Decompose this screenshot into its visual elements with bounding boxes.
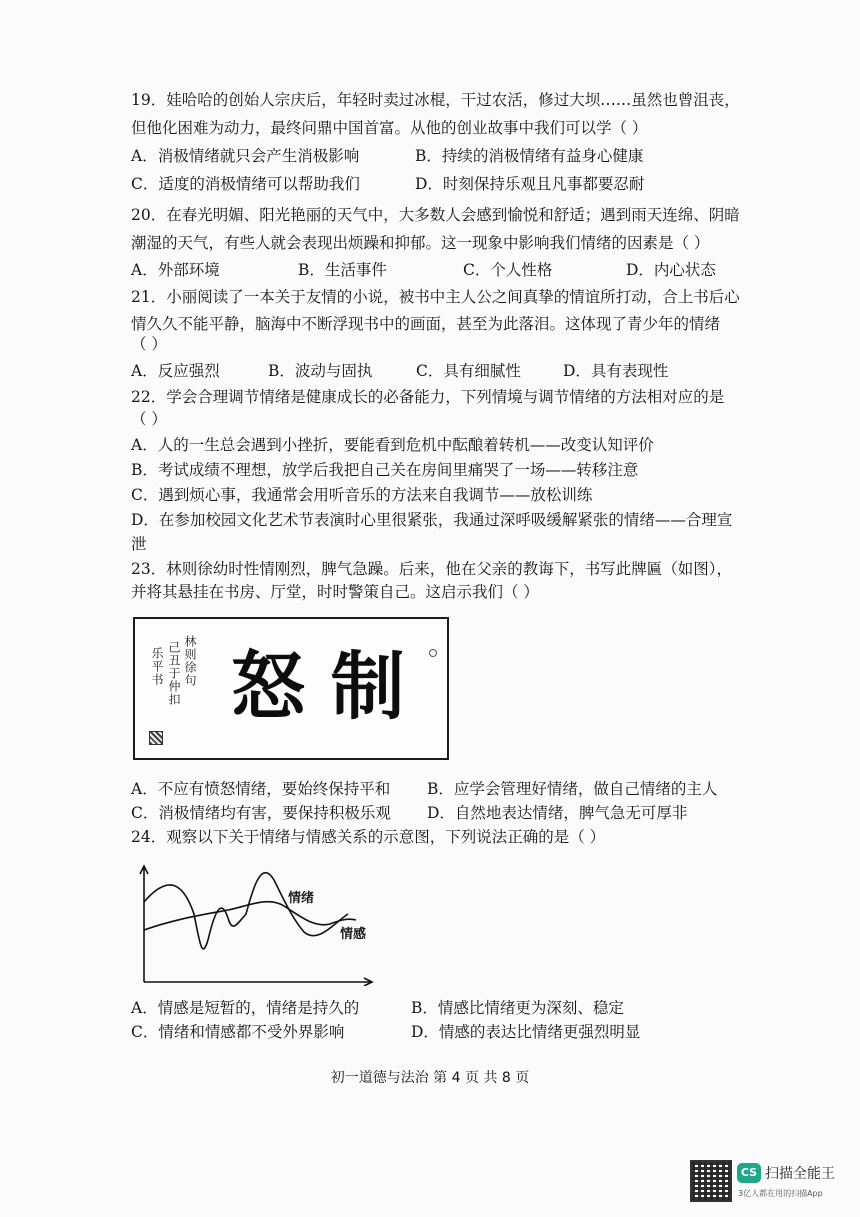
q20-option-d: D．内心状态 [626,261,716,279]
q21-option-c: C．具有细腻性 [416,362,521,380]
q21-stem-line3: （ ） [131,335,167,353]
q19-stem-line1: 19．娃哈哈的创始人宗庆后，年轻时卖过冰棍，干过农活，修过大坝……虽然也曾沮丧， [131,91,740,109]
q22-option-d-line1: D．在参加校园文化艺术节表演时心里很紧张，我通过深呼吸缓解紧张的情绪——合理宣 [131,511,733,529]
calligraphy-plaque-image [133,617,449,760]
q22-option-d-line2: 泄 [131,535,147,553]
scanner-app-name: 扫描全能王 [765,1166,835,1182]
q19-option-c: C．适度的消极情绪可以帮助我们 [131,175,360,193]
emotion-label: 情绪 [288,891,315,906]
plaque-calligraphy-main: 怒 制 [231,644,405,730]
feeling-label: 情感 [340,927,367,942]
q21-option-b: B．波动与固执 [268,362,373,380]
camscanner-logo-icon: CS [737,1163,761,1183]
emotion-curve [144,873,348,949]
q24-option-d: D．情感的表达比情绪更强烈明显 [411,1023,641,1041]
plaque-inscription-col3: 乐平书 [150,647,164,686]
q24-option-c: C．情绪和情感都不受外界影响 [131,1023,345,1041]
q24-stem: 24．观察以下关于情绪与情感关系的示意图，下列说法正确的是（ ） [131,828,606,846]
q21-option-a: A．反应强烈 [131,362,220,380]
q24-option-a: A．情感是短暂的，情绪是持久的 [131,999,360,1017]
q21-stem-line1: 21．小丽阅读了一本关于友情的小说，被书中主人公之间真挚的情谊所打动，合上书后心 [131,288,740,306]
q23-option-c: C．消极情绪均有害，要保持积极乐观 [131,804,391,822]
scanner-tagline: 3亿人都在用的扫描App [738,1189,823,1198]
q21-option-d: D．具有表现性 [563,362,669,380]
q23-stem-line2: 并将其悬挂在书房、厅堂，时时警策自己。这启示我们（ ） [131,583,539,601]
q19-option-d: D．时刻保持乐观且凡事都要忍耐 [415,175,645,193]
q23-option-d: D．自然地表达情绪，脾气急无可厚非 [427,804,688,822]
emotion-feeling-diagram [128,862,378,986]
red-seal-stamp [149,731,163,745]
plaque-corner-seal [429,649,437,657]
feeling-curve [144,902,356,930]
plaque-inscription-col1: 林则徐句 [183,635,197,687]
q19-option-a: A．消极情绪就只会产生消极影响 [131,147,360,165]
qr-code-icon [690,1160,732,1202]
q22-option-c: C．遇到烦心事，我通常会用听音乐的方法来自我调节——放松训练 [131,486,593,504]
q20-stem-line1: 20．在春光明媚、阳光艳丽的天气中，大多数人会感到愉悦和舒适；遇到雨天连绵、阴暗 [131,206,740,224]
q20-stem-line2: 潮湿的天气，有些人就会表现出烦躁和抑郁。这一现象中影响我们情绪的因素是（ ） [131,234,710,252]
q22-stem-line1: 22．学会合理调节情绪是健康成长的必备能力，下列情境与调节情绪的方法相对应的是 [131,388,725,406]
q23-stem-line1: 23．林则徐幼时性情刚烈，脾气急躁。后来，他在父亲的教诲下，书写此牌匾（如图）， [131,560,732,578]
page-footer: 初一道德与法治 第 4 页 共 8 页 [330,1070,530,1086]
q22-stem-line2: （ ） [131,410,167,428]
q23-option-a: A．不应有愤怒情绪，要始终保持平和 [131,780,391,798]
q20-option-b: B．生活事件 [298,261,387,279]
q19-option-b: B．持续的消极情绪有益身心健康 [415,147,644,165]
q22-option-b: B．考试成绩不理想，放学后我把自己关在房间里痛哭了一场——转移注意 [131,461,639,479]
q20-option-a: A．外部环境 [131,261,220,279]
q24-option-b: B．情感比情绪更为深刻、稳定 [411,999,624,1017]
q19-stem-line2: 但他化困难为动力，最终问鼎中国首富。从他的创业故事中我们可以学（ ） [131,119,648,137]
plaque-inscription-col2: 己丑于仲扣 [167,641,181,706]
q23-option-b: B．应学会管理好情绪，做自己情绪的主人 [427,780,718,798]
q21-stem-line2: 情久久不能平静，脑海中不断浮现书中的画面，甚至为此落泪。这体现了青少年的情绪 [131,315,721,333]
q22-option-a: A．人的一生总会遇到小挫折，要能看到危机中酝酿着转机——改变认知评价 [131,436,654,454]
q20-option-c: C．个人性格 [463,261,553,279]
